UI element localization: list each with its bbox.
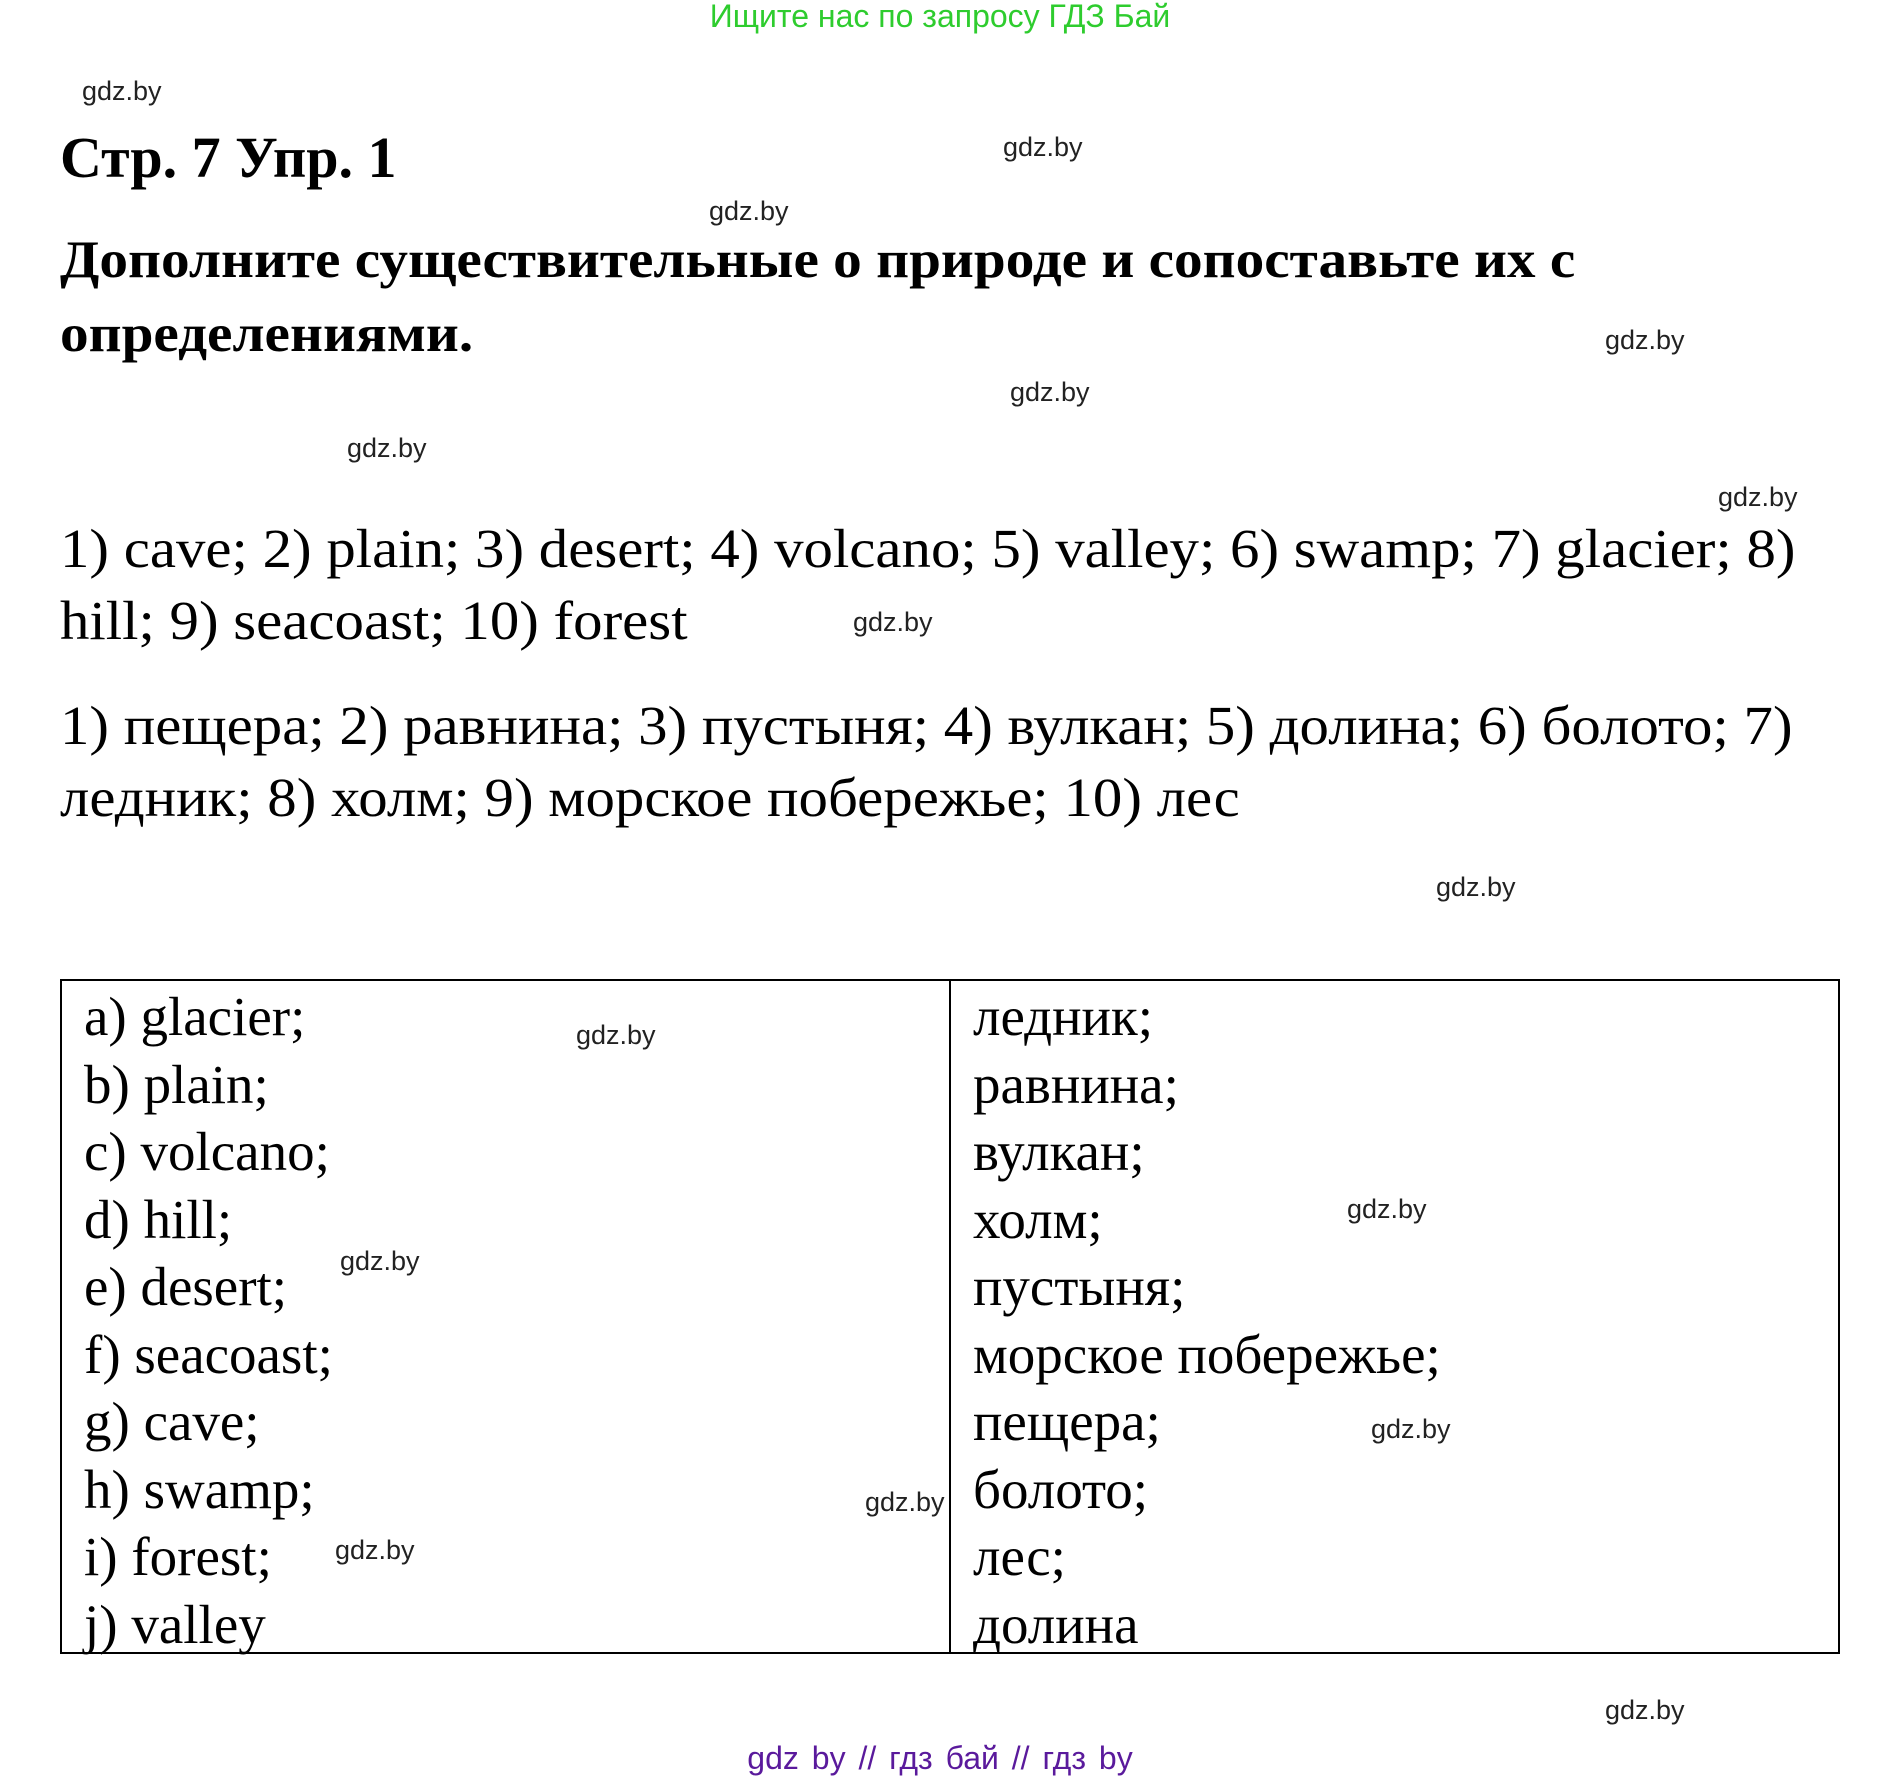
table-cell-russian: долина	[973, 1593, 1139, 1655]
table-cell-english: f) seacoast;	[84, 1323, 333, 1385]
watermark: gdz.by	[1371, 1414, 1451, 1444]
watermark: gdz.by	[347, 433, 427, 463]
table-cell-english: d) hill;	[84, 1188, 233, 1250]
english-column	[62, 981, 951, 1655]
english-list-line-1: 1) cave; 2) plain; 3) desert; 4) volcano; 5) valley; 6) swamp; 7) glacier; 8)	[60, 518, 1796, 579]
table-cell-russian: ледник;	[973, 986, 1153, 1047]
table-cell-english: i) forest;	[84, 1526, 272, 1587]
search-banner[interactable]: Ищите нас по запросу ГДЗ Бай	[709, 0, 1171, 34]
watermark: gdz.by	[340, 1246, 420, 1276]
watermark: gdz.by	[1605, 1695, 1685, 1725]
table-cell-russian: морское побережье;	[973, 1323, 1441, 1385]
footer-links[interactable]: gdz by // гдз бай // гдз by	[747, 1740, 1133, 1776]
watermark: gdz.by	[1347, 1194, 1427, 1224]
table-cell-english: h) swamp;	[84, 1458, 315, 1520]
table-cell-english: g) cave;	[84, 1391, 260, 1452]
watermark: gdz.by	[709, 196, 789, 226]
table-cell-russian: пещера;	[973, 1391, 1161, 1452]
table-cell-russian: вулкан;	[973, 1121, 1145, 1182]
watermark: gdz.by	[1605, 325, 1685, 355]
table-cell-english: c) volcano;	[84, 1121, 330, 1182]
table-cell-english: e) desert;	[84, 1256, 288, 1317]
page-title: Стр. 7 Упр. 1	[60, 125, 397, 190]
watermark: gdz.by	[1436, 872, 1516, 902]
table-cell-english: j) valley	[84, 1593, 266, 1655]
table-cell-russian: болото;	[973, 1458, 1149, 1520]
watermark: gdz.by	[576, 1020, 656, 1050]
matching-table	[60, 979, 1840, 1654]
table-cell-russian: равнина;	[973, 1053, 1179, 1115]
watermark: gdz.by	[853, 607, 933, 637]
watermark: gdz.by	[335, 1535, 415, 1565]
watermark: gdz.by	[865, 1487, 945, 1517]
table-cell-russian: пустыня;	[973, 1256, 1186, 1317]
watermark: gdz.by	[1003, 132, 1083, 162]
table-cell-russian: лес;	[973, 1526, 1066, 1587]
russian-list-line-1: 1) пещера; 2) равнина; 3) пустыня; 4) вулкан; 5) долина; 6) болото; 7)	[60, 695, 1793, 756]
russian-list-line-2: ледник; 8) холм; 9) морское побережье; 10) лес	[60, 767, 1240, 828]
table-cell-english: b) plain;	[84, 1053, 269, 1115]
watermark: gdz.by	[1010, 377, 1090, 407]
watermark: gdz.by	[1718, 482, 1798, 512]
russian-column	[951, 981, 1838, 1655]
watermark: gdz.by	[82, 76, 162, 106]
instruction-line-2: определениями.	[60, 305, 474, 363]
table-cell-russian: холм;	[973, 1188, 1103, 1250]
english-list-line-2: hill; 9) seacoast; 10) forest	[60, 590, 688, 651]
table-cell-english: a) glacier;	[84, 986, 306, 1047]
instruction-line-1: Дополните существительные о природе и сопоставьте их с	[60, 231, 1576, 289]
